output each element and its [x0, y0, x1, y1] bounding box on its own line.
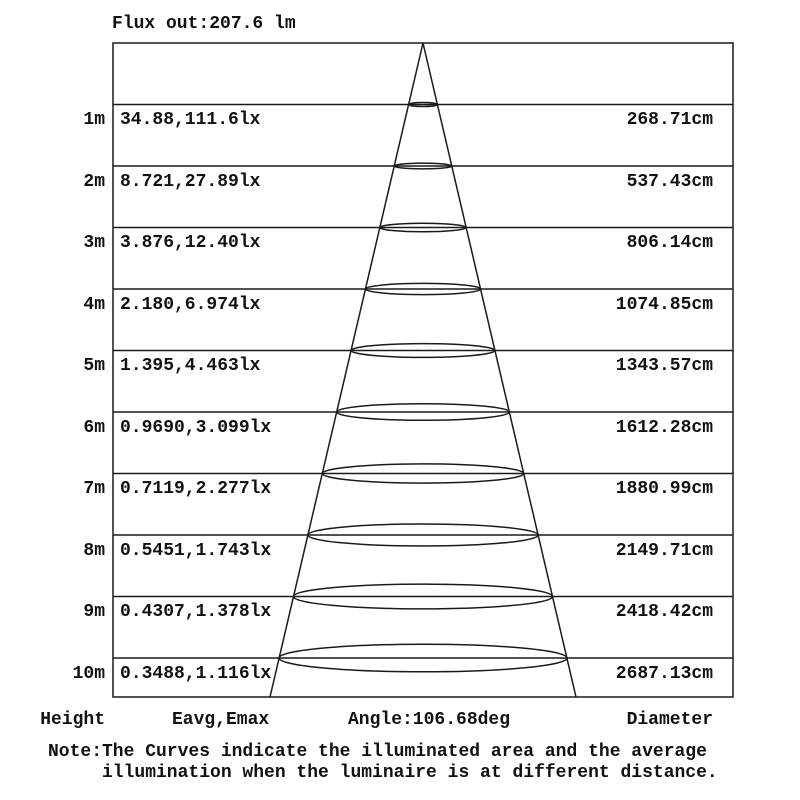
height-label: 3m — [83, 233, 105, 253]
height-label: 7m — [83, 479, 105, 499]
diameter-value: 268.71cm — [626, 110, 713, 130]
diameter-value: 806.14cm — [626, 233, 713, 253]
footer-eavg-emax-label: Eavg,Emax — [172, 710, 270, 730]
beam-edge-left — [270, 43, 423, 697]
diameter-value: 1343.57cm — [615, 356, 713, 376]
eavg-emax-value: 2.180,6.974lx — [120, 295, 261, 315]
footer-beam-angle-label: Angle:106.68deg — [348, 710, 511, 730]
note-text-line2: illumination when the luminaire is at different distance. — [102, 763, 718, 783]
eavg-emax-value: 34.88,111.6lx — [120, 110, 261, 130]
height-label: 2m — [83, 172, 105, 192]
beam-edge-right — [423, 43, 576, 697]
diameter-value: 2149.71cm — [615, 541, 713, 561]
height-label: 9m — [83, 602, 105, 622]
diameter-value: 537.43cm — [626, 172, 713, 192]
height-label: 5m — [83, 356, 105, 376]
eavg-emax-value: 0.5451,1.743lx — [120, 541, 272, 561]
eavg-emax-value: 0.4307,1.378lx — [120, 602, 272, 622]
note-text-line1: Note:The Curves indicate the illuminated area and the average — [48, 742, 707, 762]
eavg-emax-value: 3.876,12.40lx — [120, 233, 261, 253]
flux-output-title: Flux out:207.6 lm — [112, 14, 296, 34]
height-label: 6m — [83, 418, 105, 438]
footer-diameter-label: Diameter — [626, 710, 713, 730]
eavg-emax-value: 8.721,27.89lx — [120, 172, 261, 192]
height-label: 8m — [83, 541, 105, 561]
diameter-value: 2418.42cm — [615, 602, 713, 622]
eavg-emax-value: 0.7119,2.277lx — [120, 479, 272, 499]
diameter-value: 1880.99cm — [615, 479, 713, 499]
eavg-emax-value: 1.395,4.463lx — [120, 356, 261, 376]
height-label: 10m — [72, 664, 105, 684]
diameter-value: 2687.13cm — [615, 664, 713, 684]
diameter-value: 1074.85cm — [615, 295, 713, 315]
height-label: 4m — [83, 295, 105, 315]
diameter-value: 1612.28cm — [615, 418, 713, 438]
footer-height-label: Height — [40, 710, 105, 730]
height-label: 1m — [83, 110, 105, 130]
eavg-emax-value: 0.9690,3.099lx — [120, 418, 272, 438]
eavg-emax-value: 0.3488,1.116lx — [120, 664, 272, 684]
